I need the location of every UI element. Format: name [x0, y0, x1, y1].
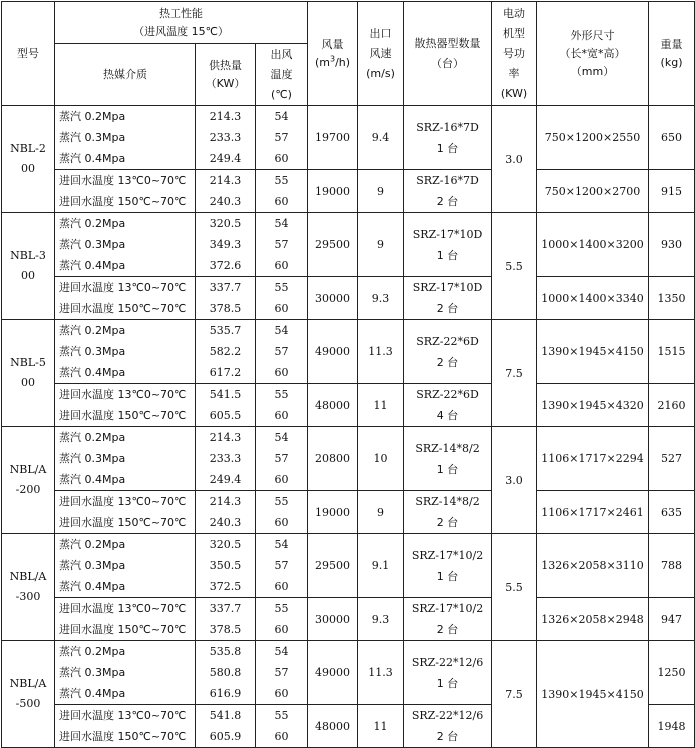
weight-cell: 2160: [649, 384, 695, 427]
dimensions-cell: 1390×1945×4150: [537, 320, 649, 384]
heat-supply-cell: 541.8 605.9: [196, 705, 256, 748]
outlet-speed-cell: 9.3: [358, 598, 404, 641]
table-header: [2, 2, 695, 106]
weight-cell: 788: [649, 534, 695, 598]
header-dimensions: 外形尺寸 （长*宽*高） （mm）: [537, 2, 649, 106]
heat-supply-cell: 535.8 580.8 616.9: [196, 641, 256, 705]
header-heat-supply: 供热量 （KW）: [196, 44, 256, 106]
radiator-cell: SRZ-17*10/2 2 台: [404, 598, 492, 641]
medium-cell: 进回水温度 13℃0~70℃ 进回水温度 150℃~70℃: [55, 705, 196, 748]
outlet-speed-cell: 9.3: [358, 277, 404, 320]
radiator-cell: SRZ-22*6D 2 台: [404, 320, 492, 384]
air-volume-cell: 19000: [308, 170, 358, 213]
weight-cell: 1948: [649, 705, 695, 748]
table-row: [2, 213, 695, 277]
dimensions-cell: 1390×1945×4150: [537, 641, 649, 748]
header-outlet-speed: 出口风速 (m/s): [358, 2, 404, 106]
model-name: NBL/A-500: [2, 641, 55, 748]
heat-supply-cell: 320.5 350.5 372.5: [196, 534, 256, 598]
motor-cell: 3.0: [492, 106, 537, 213]
dimensions-cell: 1000×1400×3340: [537, 277, 649, 320]
table-row: [2, 598, 695, 641]
header-model: 型号: [2, 2, 55, 106]
outlet-speed-cell: 9: [358, 491, 404, 534]
outlet-temp-cell: 54 57 60: [256, 427, 308, 491]
air-volume-cell: 29500: [308, 534, 358, 598]
outlet-temp-cell: 55 60: [256, 170, 308, 213]
table-row: [2, 534, 695, 598]
spec-table: [1, 1, 695, 748]
air-volume-cell: 20800: [308, 427, 358, 491]
outlet-speed-cell: 11.3: [358, 641, 404, 705]
outlet-temp-cell: 55 60: [256, 491, 308, 534]
medium-cell: 进回水温度 13℃0~70℃ 进回水温度 150℃~70℃: [55, 491, 196, 534]
weight-cell: 527: [649, 427, 695, 491]
dimensions-cell: 750×1200×2700: [537, 170, 649, 213]
header-weight: 重量 (kg): [649, 2, 695, 106]
radiator-cell: SRZ-17*10D 2 台: [404, 277, 492, 320]
outlet-temp-cell: 55 60: [256, 705, 308, 748]
medium-cell: 蒸汽 0.2Mpa 蒸汽 0.3Mpa 蒸汽 0.4Mpa: [55, 320, 196, 384]
motor-cell: 5.5: [492, 213, 537, 320]
heat-supply-cell: 214.3 233.3 249.4: [196, 427, 256, 491]
outlet-temp-cell: 54 57 60: [256, 213, 308, 277]
table-row: [2, 427, 695, 491]
medium-cell: 进回水温度 13℃0~70℃ 进回水温度 150℃~70℃: [55, 598, 196, 641]
model-name: NBL/A-300: [2, 534, 55, 641]
weight-cell: 947: [649, 598, 695, 641]
heat-supply-cell: 214.3 240.3: [196, 170, 256, 213]
weight-cell: 1250: [649, 641, 695, 705]
air-volume-cell: 30000: [308, 277, 358, 320]
outlet-temp-cell: 54 57 60: [256, 106, 308, 170]
medium-cell: 蒸汽 0.2Mpa 蒸汽 0.3Mpa 蒸汽 0.4Mpa: [55, 213, 196, 277]
dimensions-cell: 1390×1945×4320: [537, 384, 649, 427]
radiator-cell: SRZ-16*7D 1 台: [404, 106, 492, 170]
header-thermal: 热工性能 （进风温度 15℃）: [55, 2, 308, 44]
outlet-speed-cell: 11: [358, 705, 404, 748]
weight-cell: 930: [649, 213, 695, 277]
air-volume-cell: 29500: [308, 213, 358, 277]
medium-cell: 进回水温度 13℃0~70℃ 进回水温度 150℃~70℃: [55, 170, 196, 213]
model-name: NBL/A-200: [2, 427, 55, 534]
motor-cell: 7.5: [492, 641, 537, 748]
air-volume-cell: 19000: [308, 491, 358, 534]
header-air-volume: 风量 $(m^3/h)$: [308, 2, 358, 106]
medium-cell: 蒸汽 0.2Mpa 蒸汽 0.3Mpa 蒸汽 0.4Mpa: [55, 427, 196, 491]
outlet-speed-cell: 9.1: [358, 534, 404, 598]
table-row: [2, 320, 695, 384]
air-volume-cell: 19700: [308, 106, 358, 170]
heat-supply-cell: 320.5 349.3 372.6: [196, 213, 256, 277]
heat-supply-cell: 337.7 378.5: [196, 598, 256, 641]
medium-cell: 蒸汽 0.2Mpa 蒸汽 0.3Mpa 蒸汽 0.4Mpa: [55, 641, 196, 705]
weight-cell: 650: [649, 106, 695, 170]
header-motor: 电动机型号功率 (KW): [492, 2, 537, 106]
radiator-cell: SRZ-22*12/6 2 台: [404, 705, 492, 748]
radiator-cell: SRZ-14*8/2 2 台: [404, 491, 492, 534]
radiator-cell: SRZ-14*8/2 1 台: [404, 427, 492, 491]
outlet-speed-cell: 9: [358, 170, 404, 213]
outlet-speed-cell: 10: [358, 427, 404, 491]
heat-supply-cell: 214.3 240.3: [196, 491, 256, 534]
dimensions-cell: 750×1200×2550: [537, 106, 649, 170]
table-row: [2, 491, 695, 534]
header-medium: 热媒介质: [55, 44, 196, 106]
table-row: [2, 384, 695, 427]
radiator-cell: SRZ-17*10D 1 台: [404, 213, 492, 277]
outlet-temp-cell: 55 60: [256, 384, 308, 427]
dimensions-cell: 1106×1717×2294: [537, 427, 649, 491]
radiator-cell: SRZ-22*6D 4 台: [404, 384, 492, 427]
motor-cell: 7.5: [492, 320, 537, 427]
table-row: [2, 106, 695, 170]
outlet-speed-cell: 11.3: [358, 320, 404, 384]
radiator-cell: SRZ-22*12/6 1 台: [404, 641, 492, 705]
motor-cell: 3.0: [492, 427, 537, 534]
weight-cell: 1350: [649, 277, 695, 320]
medium-cell: 蒸汽 0.2Mpa 蒸汽 0.3Mpa 蒸汽 0.4Mpa: [55, 534, 196, 598]
weight-cell: 635: [649, 491, 695, 534]
air-volume-cell: 49000: [308, 320, 358, 384]
medium-cell: 进回水温度 13℃0~70℃ 进回水温度 150℃~70℃: [55, 384, 196, 427]
table-row: [2, 641, 695, 705]
radiator-cell: SRZ-16*7D 2 台: [404, 170, 492, 213]
medium-cell: 进回水温度 13℃0~70℃ 进回水温度 150℃~70℃: [55, 277, 196, 320]
outlet-temp-cell: 54 57 60: [256, 320, 308, 384]
radiator-cell: SRZ-17*10/2 1 台: [404, 534, 492, 598]
header-outlet-temp: 出风温度 (℃): [256, 44, 308, 106]
outlet-temp-cell: 54 57 60: [256, 641, 308, 705]
outlet-temp-cell: 55 60: [256, 598, 308, 641]
heat-supply-cell: 535.7 582.2 617.2: [196, 320, 256, 384]
outlet-speed-cell: 9.4: [358, 106, 404, 170]
dimensions-cell: 1000×1400×3200: [537, 213, 649, 277]
air-volume-cell: 48000: [308, 384, 358, 427]
air-volume-cell: 30000: [308, 598, 358, 641]
outlet-speed-cell: 11: [358, 384, 404, 427]
outlet-temp-cell: 54 57 60: [256, 534, 308, 598]
dimensions-cell: 1326×2058×3110: [537, 534, 649, 598]
heat-supply-cell: 541.5 605.5: [196, 384, 256, 427]
weight-cell: 1515: [649, 320, 695, 384]
model-name: NBL-300: [2, 213, 55, 320]
model-name: NBL-200: [2, 106, 55, 213]
dimensions-cell: 1106×1717×2461: [537, 491, 649, 534]
heat-supply-cell: 337.7 378.5: [196, 277, 256, 320]
table-row: [2, 277, 695, 320]
outlet-temp-cell: 55 60: [256, 277, 308, 320]
dimensions-cell: 1326×2058×2948: [537, 598, 649, 641]
outlet-speed-cell: 9: [358, 213, 404, 277]
table-body: [2, 106, 695, 748]
motor-cell: 5.5: [492, 534, 537, 641]
heat-supply-cell: 214.3 233.3 249.4: [196, 106, 256, 170]
air-volume-cell: 49000: [308, 641, 358, 705]
air-volume-cell: 48000: [308, 705, 358, 748]
table-row: [2, 170, 695, 213]
medium-cell: 蒸汽 0.2Mpa 蒸汽 0.3Mpa 蒸汽 0.4Mpa: [55, 106, 196, 170]
header-radiator: 散热器型数量 （台）: [404, 2, 492, 106]
model-name: NBL-500: [2, 320, 55, 427]
weight-cell: 915: [649, 170, 695, 213]
